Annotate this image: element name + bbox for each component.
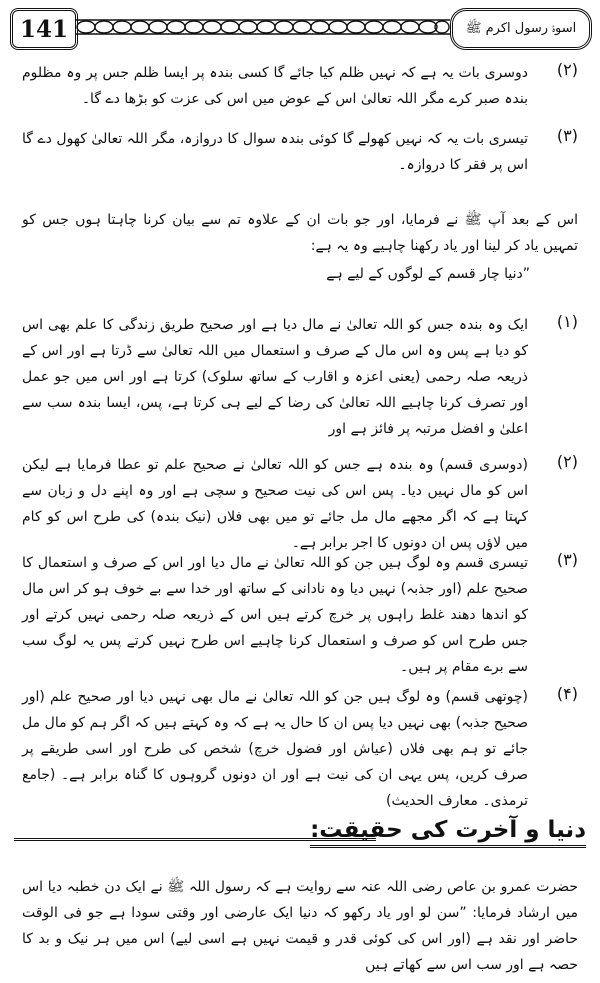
section-paragraph: حضرت عمرو بن عاص رضی اللہ عنہ سے روایت ہے کہ رسول اللہ ﷺ نے ایک دن خطبہ دیا اس میں ارشاد فرمایا: ”سن لو اور یاد رکھو کہ دنیا ایک عارضی اور وقتی سودا ہے جو فی الوقت حاضر اور نقد ہے (اور اس کی کوئی قدر و قیمت نہیں ہے اسی لیے) اس میں ہر نیک و بد کا حصہ ہے اور سب اس سے کھاتے ہیں [22, 879, 578, 973]
item-text: ایک وہ بندہ جس کو اللہ تعالیٰ نے مال دیا ہے اور صحیح طریق زندگی کا علم بھی اس کو دیا ہے پس وہ اس مال کے صرف و استعمال میں اللہ تعالیٰ سے ڈرتا ہے اور اس کے ذریعہ صلہ رحمی (یعنی اعزہ و اقارب کے ساتھ سلوک) کرتا ہے اور اس میں جو عمل اور تصرف کرنا چاہیے اللہ تعالیٰ کی رضا کے لیے ہی کرتا ہے، پس، ایسا بندہ سب سے اعلیٰ و افضل مرتبہ پر فائز ہے اور [22, 317, 528, 437]
page-number: 141 [10, 8, 78, 50]
hadith-quote: ”دنیا چار قسم کے لوگوں کے لیے ہے [326, 266, 530, 282]
body-paragraph: اس کے بعد آپ ﷺ نے فرمایا، اور جو بات ان کے علاوہ تم سے بیان کرنا چاہتا ہوں جس کو تمہیں یاد کر لینا اور یاد رکھنا چاہیے وہ یہ ہے: [22, 212, 578, 254]
heading-rule [14, 838, 376, 841]
item-text: تیسری بات یہ کہ نہیں کھولے گا کوئی بندہ سوال کا دروازہ، مگر اللہ تعالیٰ کھول دے گا اس پر فقر کا دروازہ۔ [22, 131, 528, 173]
book-title: اسوۂ رسول اکرم ﷺ [450, 8, 592, 50]
ornamental-border [76, 17, 450, 37]
item-number: (۲) [556, 60, 578, 79]
item-text: (چوتھی قسم) وہ لوگ ہیں جن کو اللہ تعالیٰ نے مال بھی نہیں دیا اور صحیح علم (اور صحیح جذبہ) بھی نہیں دیا پس ان کا حال یہ ہے کہ وہ کہتے ہیں کہ اگر ہم کو مال مل جائے تو ہم بھی فلاں (عیاش اور فضول خرچ) شخص کی طرح اور اسی طریقے پر صرف کریں، پس یہی ان کی نیت ہے اور ان دونوں گروہوں کا گناہ برابر ہے۔ (جامع ترمذی۔ معارف الحدیث) [22, 689, 528, 809]
item-number: (۲) [556, 452, 578, 471]
item-text: (دوسری قسم) وہ بندہ ہے جس کو اللہ تعالیٰ نے صحیح علم تو عطا فرمایا ہے لیکن اس کو مال نہیں دیا۔ پس اس کی نیت صحیح و سچی ہے اور وہ اپنے دل و زبان سے کہتا ہے کہ اگر مجھے مال مل جائے تو میں بھی فلاں (نیک بندہ) کی طرح اس کو کام میں لاؤں پس ان دونوں کا اجر برابر ہے۔ [22, 457, 528, 551]
item-number: (۴) [556, 684, 578, 703]
page-header [10, 8, 592, 48]
item-text: تیسری قسم وہ لوگ ہیں جن کو اللہ تعالیٰ نے مال دیا اور اس کے صرف و استعمال کا صحیح علم (اور جذبہ) نہیں دیا وہ نادانی کے ساتھ اور خدا سے بے خوف ہو کر اس مال کو اندھا دھند غلط راہوں پر خرچ کرتے ہیں اس کے ذریعہ صلہ رحمی نہیں کرتے اور جس طرح اس کو صرف و استعمال کرنا چاہیے اس طرح نہیں کرتے پس یہ لوگ سب سے برے مقام پر ہیں۔ [22, 555, 528, 675]
item-number: (۳) [556, 550, 578, 569]
section-heading: دنیا و آخرت کی حقیقت: [310, 817, 586, 848]
item-text: دوسری بات یہ ہے کہ نہیں ظلم کیا جائے گا کسی بندہ پر ایسا ظلم جس پر وہ مظلوم بندہ صبر کرے مگر اللہ تعالیٰ اس کے عوض میں اس کی عزت کو بڑھا دے گا۔ [22, 65, 528, 107]
item-number: (۳) [556, 126, 578, 145]
item-number: (۱) [556, 312, 578, 331]
